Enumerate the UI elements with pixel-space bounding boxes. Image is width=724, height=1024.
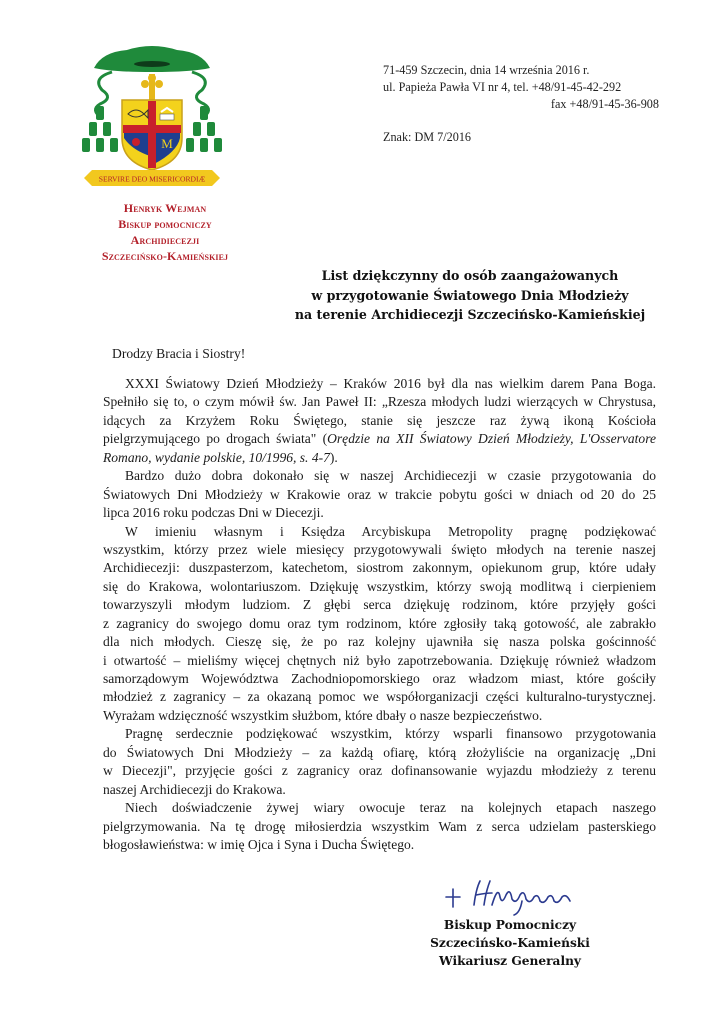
bishop-line: Biskup pomocniczy xyxy=(118,217,212,231)
handwritten-signature xyxy=(440,875,590,917)
body-line: W imieniu własnym i Księdza Arcybiskupa Metropolity pragnę podziękować xyxy=(125,523,656,539)
body-line: Archidiecezji: duszpasterzom, katechetom, siostrom zakonnym, opiekunom grup, które udały xyxy=(103,560,656,576)
body-line: w Diecezji", przyjęcie gości z zagranicy oraz dofinansowanie wyjazdu młodzieży z terenu xyxy=(103,763,656,779)
bishop-letterhead-name xyxy=(60,200,270,264)
salutation: Drodzy Bracia i Siostry! xyxy=(112,346,246,361)
bishop-line: Szczecińsko-Kamieńskiej xyxy=(101,249,229,263)
body-line: samorządowym Województwa Zachodniopomorskiego oraz władzom miast, które gościły xyxy=(103,671,656,686)
body-line: błogosławieństwa: w imię Ojca i Syna i Ducha Świętego. xyxy=(103,836,415,852)
address-phone: ul. Papieża Pawła VI nr 4, tel. +48/91-45-42-292 xyxy=(383,80,622,94)
motto-text: SERVIRE DEO MISERICORDIÆ xyxy=(98,174,206,184)
body-text-segment: pielgrzymującego po drogach świata" ( xyxy=(103,431,328,447)
body-line: XXXI Światowy Dzień Młodzieży – Kraków 2016 był dla nas wielkim darem Pana Boga. xyxy=(125,376,656,391)
marian-m-icon: M xyxy=(161,136,173,151)
body-text-segment: ). xyxy=(329,449,338,465)
signer-line: Biskup Pomocniczy xyxy=(443,918,577,932)
body-line: lipca 2016 roku podczas Dni w Diecezji. xyxy=(103,505,324,521)
body-line: i otwartość – mieliśmy więcej chętnych niż było zapotrzebowania. Dziękuję również władzom xyxy=(103,652,656,668)
coat-of-arms-logo xyxy=(72,38,232,188)
body-line: Niech doświadczenie żywej wiary owocuje teraz na kolejnych etapach naszego xyxy=(125,800,656,816)
body-line: do Światowych Dni Młodzieży – za każdą ofiarę, którą złożyliście na organizację „Dni xyxy=(103,744,656,760)
body-line xyxy=(103,430,656,448)
header-info xyxy=(383,62,663,146)
body-line: towarzyszyli młodym ludziom. Z głębi serca dziękuję rodzinom, które przyjęły gości xyxy=(103,597,656,613)
reference-number: Znak: DM 7/2016 xyxy=(383,130,472,144)
signer-line: Szczecińsko-Kamieński xyxy=(430,936,590,950)
signer-line: Wikariusz Generalny xyxy=(438,954,582,968)
body-line: Pragnę serdecznie podziękować wszystkim, którzy wsparli finansowo przygotowania xyxy=(125,726,656,742)
bishop-line: Henryk Wejman xyxy=(123,201,207,215)
body-line xyxy=(103,449,656,467)
fax-number: fax +48/91-45-36-908 xyxy=(550,97,659,111)
body-line: z zagranicy do swojego domu oraz tym rodzinom, które zgłosiły taką gotowość, ale zabrakło xyxy=(103,615,656,631)
body-line: dla nich młodych. Cieszę się, że po raz kolejny ujawniła się nasza polska gościnność xyxy=(103,634,656,650)
title-line: List dziękczynny do osób zaangażowanych xyxy=(321,268,619,283)
body-line: młodzież z zagranicy – za okazaną pomoc we współorganizacji części kulturalno-turystycznej. xyxy=(103,689,656,705)
body-line: Spełniło się to, o czym mówił św. Jan Paweł II: „Rzesza młodych ludzi wierzących w Chrystusa, xyxy=(103,394,656,410)
bishop-line: Archidiecezji xyxy=(130,233,200,247)
signer-block xyxy=(420,916,600,970)
body-line: się do Krakowa, wolontariuszom. Dziękuję wszystkim, którzy swoją modlitwą i cierpieniem xyxy=(103,578,656,594)
body-line: Bardzo dużo dobra dokonało się w naszej Archidiecezji w czasie przygotowania do xyxy=(125,468,656,484)
citation-italic: Orędzie na XII Światowy Dzień Młodzieży, L'Osservatore xyxy=(327,431,656,447)
body-line: wszystkim, którzy przez wiele miesięcy przygotowywali święto młodych na terenie naszej xyxy=(103,541,656,557)
letter-title xyxy=(270,266,670,325)
galero-hat-icon xyxy=(94,46,210,72)
book-icon xyxy=(160,114,174,120)
body-line: naszej Archidiecezji do Krakowa. xyxy=(103,781,286,797)
body-line: Wyrażam wdzięczność wszystkim służbom, które dbały o nasze bezpieczeństwo. xyxy=(103,707,543,723)
heart-icon xyxy=(132,138,140,146)
body-line: Światowych Dni Młodzieży w Krakowie oraz w trakcie pobytu gości w dniach od 20 do 25 xyxy=(103,486,656,502)
letter-body xyxy=(103,375,656,854)
title-line: na terenie Archidiecezji Szczecińsko-Kamieńskiej xyxy=(294,307,646,322)
title-line: w przygotowanie Światowego Dnia Młodzieży xyxy=(311,287,629,303)
body-line: idących za Krzyżem Roku Świętego, stanie się jeszcze raz żywą ikoną Kościoła xyxy=(103,412,656,428)
place-date: 71-459 Szczecin, dnia 14 września 2016 r. xyxy=(383,63,590,77)
body-line: pielgrzymowania. Na tę drogę miłosierdzia wszystkim Wam z serca udzielam pasterskiego xyxy=(103,818,656,834)
citation-italic: Romano, wydanie polskie, 10/1996, s. 4-7 xyxy=(103,449,330,465)
